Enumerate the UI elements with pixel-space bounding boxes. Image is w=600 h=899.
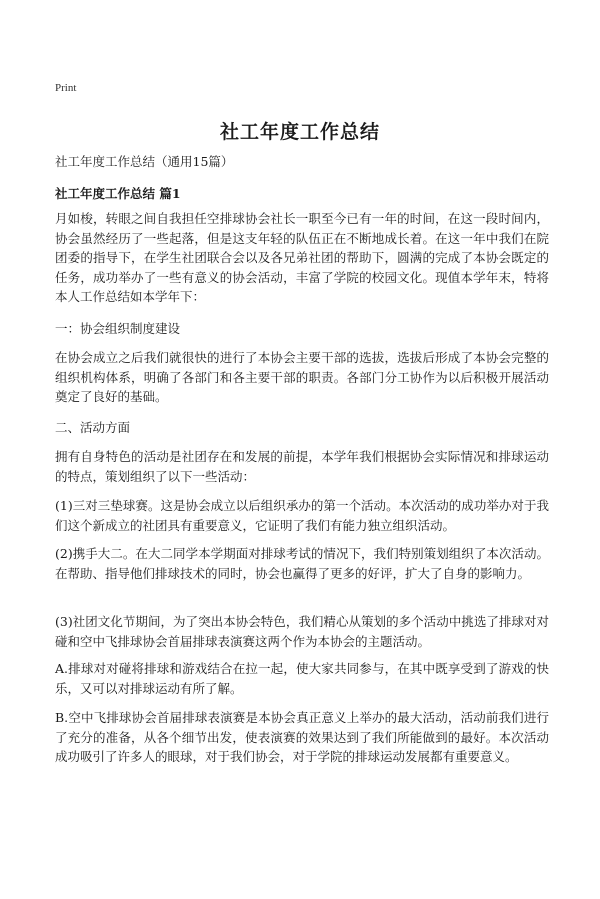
heading-activities: 二、活动方面 (55, 420, 131, 435)
paragraph-activity-3: (3)社团文化节期间，为了突出本协会特色，我们精心从策划的多个活动中挑选了排球对对碰和空中飞排球协会首届排球表演赛这两个作为本协会的主题活动。 (55, 614, 549, 649)
section-heading: 社工年度工作总结 篇1 (55, 186, 181, 201)
paragraph-activity-a: A.排球对对碰将排球和游戏结合在拉一起，使大家共同参与，在其中既享受到了游戏的快乐，又可以对排球运动有所了解。 (55, 661, 549, 696)
document-title: 社工年度工作总结 (219, 121, 380, 143)
paragraph-activity-1: (1)三对三垫球赛。这是协会成立以后组织承办的第一个活动。本次活动的成功举办对于我们这个新成立的社团具有重要意义，它证明了我们有能力独立组织活动。 (55, 498, 549, 533)
paragraph-organization: 在协会成立之后我们就很快的进行了本协会主要干部的选拔，选拔后形成了本协会完整的组织机构体系，明确了各部门和各主要干部的职责。各部门分工协作为以后积极开展活动奠定了良好的基础。 (55, 350, 549, 404)
paragraph-activity-2: (2)携手大二。在大二同学本学期面对排球考试的情况下，我们特别策划组织了本次活动。在帮助、指导他们排球技术的同时，协会也赢得了更多的好评，扩大了自身的影响力。 (55, 546, 549, 581)
paragraph-intro: 月如梭，转眼之间自我担任空排球协会社长一职至今已有一年的时间，在这一段时间内，协会虽然经历了一些起落，但是这支年轻的队伍正在不断地成长着。在这一年中我们在院团委的指导下，在学生社团联合会以及各兄弟社团的帮助下，圆满的完成了本协会既定的任务，成功举办了一些有意义的协会活动，丰富了学院的校园文化。现值本学年末，特将本人工作总结如本学年下： (55, 211, 549, 304)
paragraph-activity-b: B.空中飞排球协会首届排球表演赛是本协会真正意义上举办的最大活动，活动前我们进行了充分的准备，从各个细节出发，使表演赛的效果达到了我们所能做到的最好。本次活动成功吸引了许多人的眼球，对于我们协会，对于学院的排球运动发展都有重要意义。 (55, 710, 549, 764)
heading-organization: 一：协会组织制度建设 (55, 321, 181, 336)
print-label: Print (55, 82, 77, 94)
paragraph-activities-intro: 拥有自身特色的活动是社团存在和发展的前提，本学年我们根据协会实际情况和排球运动的特点，策划组织了以下一些活动： (55, 449, 549, 484)
document-subtitle: 社工年度工作总结（通用15篇） (55, 154, 234, 169)
